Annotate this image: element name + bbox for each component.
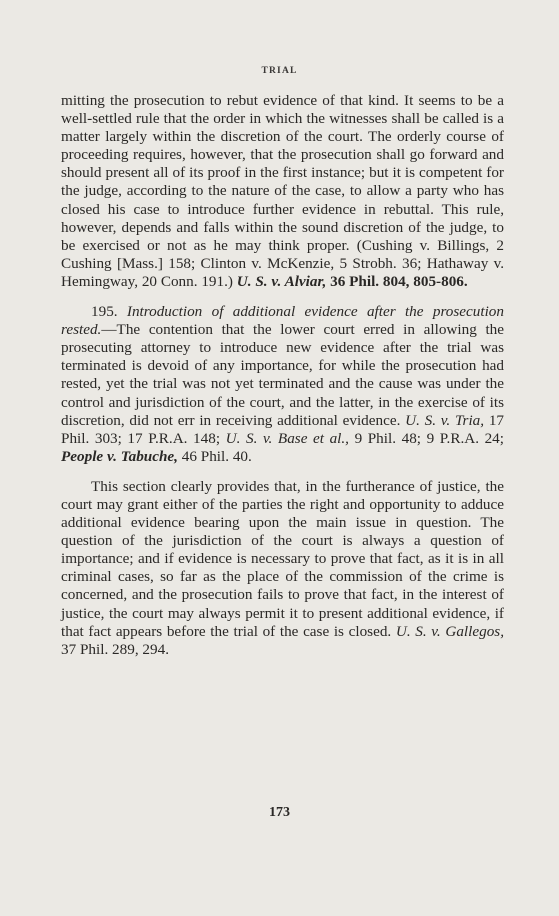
section-195 <box>61 303 504 466</box>
case-citation: U. S. v. Base et al., <box>225 429 349 447</box>
reporter-citation: 37 Phil. 289, 294. <box>61 640 170 658</box>
reporter-citation: 17 Phil. 303; 17 P.R.A. 148; <box>61 411 505 447</box>
reporter-citation: 46 Phil. 40. <box>177 447 252 465</box>
section-heading: Introduction of additional evidence after the prosecution rested. <box>61 303 504 339</box>
case-citation: U. S. v. Alviar, <box>236 272 327 290</box>
case-citation: U. S. v. Gallegos, <box>395 622 504 640</box>
paragraph-text: This section clearly provides that, in the furtherance of justice, the court may grant either of the parties the right and opportunity to adduce additional evidence bearing upon the main issue in question. The question of the jurisdiction of the court is always a question of importance; and if evidence is necessary to prove that fact, as it is in all criminal cases, so far as the place of the commission of the crime is concerned, and the prosecution fails to prove that fact, in the interest of justice, the court may always permit it to present additional evidence, if that fact appears before the trial of the case is closed. <box>61 477 504 640</box>
case-citation: U. S. v. Tria, <box>405 411 485 429</box>
section-number: 195. <box>91 303 127 321</box>
paragraph-text: —The contention that the lower court erred in allowing the prosecuting attorney to introduce new evidence after the trial was terminated is devoid of any importance, for while the prosecution had rested, yet the trial was not yet terminated and the cause was under the control and jurisdiction of the court, and the latter, in the exercise of its discretion, did not err in receiving additional evidence. <box>61 321 504 429</box>
reporter-citation: 9 Phil. 48; 9 P.R.A. 24; <box>348 429 504 447</box>
running-head: TRIAL <box>261 66 298 76</box>
body-text <box>61 92 504 659</box>
paragraph-commentary <box>61 478 504 659</box>
page-number: 173 <box>269 805 290 820</box>
paragraph-text: mitting the prosecution to rebut evidence of that kind. It seems to be a well-settled rule that the order in which the witnesses shall be called is a matter largely within the discretion of the court. The orderly course of proceeding requires, however, that the prosecution shall go forward and should present all of its proof in the first instance; but it is competent for the judge, according to the nature of the case, to allow a party who has closed his case to introduce further evidence in rebuttal. This rule, however, depends and falls within the sound discretion of the judge, to be exercised or not as he may think proper. (Cushing v. Billings, 2 Cushing [Mass.] 158; Clinton v. McKenzie, 5 Strobh. 36; Hathaway v. Hemingway, 20 Conn. 191.) <box>61 92 504 290</box>
case-citation: People v. Tabuche, <box>61 447 178 465</box>
paragraph-continuation <box>61 92 504 291</box>
reporter-citation: 36 Phil. 804, 805-806. <box>326 272 468 290</box>
